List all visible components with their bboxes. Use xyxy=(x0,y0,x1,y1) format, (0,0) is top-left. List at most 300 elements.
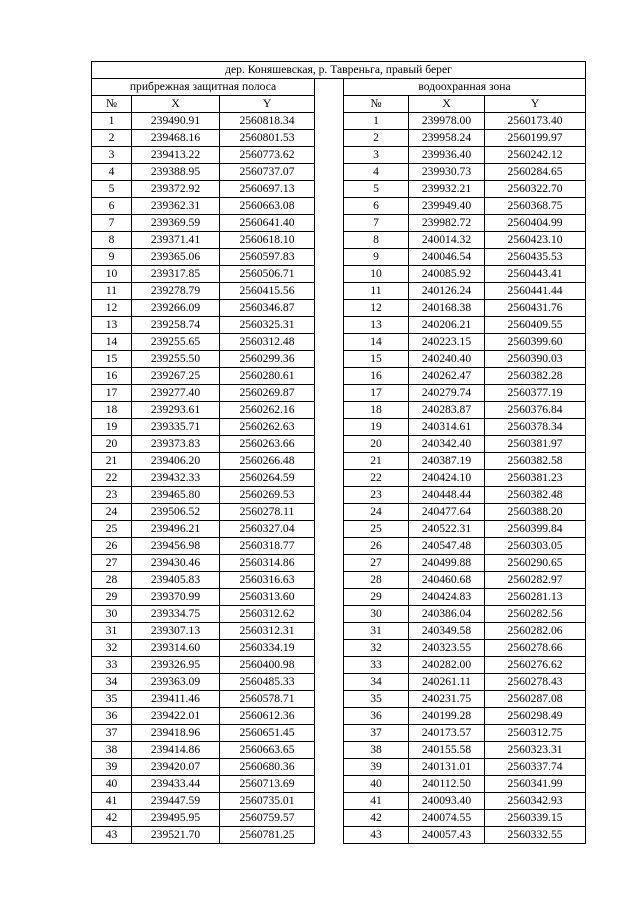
table-row xyxy=(92,300,586,317)
right-cell-x: 240173.57 xyxy=(409,725,485,742)
right-cell-y: 2560290.65 xyxy=(485,555,586,572)
right-cell-y: 2560282.06 xyxy=(485,623,586,640)
column-gap xyxy=(315,232,344,249)
right-cell-number: 8 xyxy=(344,232,409,249)
column-gap xyxy=(315,725,344,742)
right-cell-number: 16 xyxy=(344,368,409,385)
table-row xyxy=(92,487,586,504)
left-cell-number: 3 xyxy=(92,147,132,164)
right-cell-x: 240240.40 xyxy=(409,351,485,368)
right-cell-y: 2560381.97 xyxy=(485,436,586,453)
left-cell-number: 20 xyxy=(92,436,132,453)
left-cell-y: 2560735.01 xyxy=(220,793,315,810)
right-cell-number: 25 xyxy=(344,521,409,538)
right-cell-number: 11 xyxy=(344,283,409,300)
right-cell-y: 2560282.56 xyxy=(485,606,586,623)
right-cell-number: 22 xyxy=(344,470,409,487)
left-cell-x: 239495.95 xyxy=(132,810,220,827)
left-cell-y: 2560313.60 xyxy=(220,589,315,606)
right-cell-number: 29 xyxy=(344,589,409,606)
left-cell-number: 11 xyxy=(92,283,132,300)
right-cell-y: 2560284.65 xyxy=(485,164,586,181)
coordinates-table xyxy=(91,61,586,844)
left-cell-x: 239365.06 xyxy=(132,249,220,266)
right-cell-x: 240283.87 xyxy=(409,402,485,419)
left-cell-x: 239422.01 xyxy=(132,708,220,725)
left-cell-y: 2560264.59 xyxy=(220,470,315,487)
right-cell-y: 2560431.76 xyxy=(485,300,586,317)
column-gap xyxy=(315,555,344,572)
column-gap xyxy=(315,147,344,164)
column-gap xyxy=(315,504,344,521)
left-cell-y: 2560506.71 xyxy=(220,266,315,283)
left-cell-number: 6 xyxy=(92,198,132,215)
right-cell-y: 2560399.60 xyxy=(485,334,586,351)
left-cell-y: 2560663.65 xyxy=(220,742,315,759)
left-cell-number: 23 xyxy=(92,487,132,504)
column-gap xyxy=(315,215,344,232)
right-cell-number: 24 xyxy=(344,504,409,521)
left-cell-x: 239420.07 xyxy=(132,759,220,776)
left-cell-number: 38 xyxy=(92,742,132,759)
left-cell-y: 2560737.07 xyxy=(220,164,315,181)
left-cell-number: 40 xyxy=(92,776,132,793)
right-cell-x: 240282.00 xyxy=(409,657,485,674)
right-cell-number: 2 xyxy=(344,130,409,147)
right-cell-y: 2560312.75 xyxy=(485,725,586,742)
left-cell-x: 239293.61 xyxy=(132,402,220,419)
right-cell-y: 2560377.19 xyxy=(485,385,586,402)
left-cell-number: 2 xyxy=(92,130,132,147)
right-cell-x: 240155.58 xyxy=(409,742,485,759)
right-cell-y: 2560278.66 xyxy=(485,640,586,657)
left-cell-x: 239317.85 xyxy=(132,266,220,283)
left-cell-number: 15 xyxy=(92,351,132,368)
right-cell-x: 240424.10 xyxy=(409,470,485,487)
right-cell-number: 41 xyxy=(344,793,409,810)
column-gap xyxy=(315,181,344,198)
left-cell-y: 2560759.57 xyxy=(220,810,315,827)
table-row xyxy=(92,521,586,538)
left-cell-y: 2560618.10 xyxy=(220,232,315,249)
right-cell-number: 33 xyxy=(344,657,409,674)
column-gap xyxy=(315,419,344,436)
right-cell-number: 38 xyxy=(344,742,409,759)
right-cell-number: 1 xyxy=(344,113,409,130)
left-cell-x: 239388.95 xyxy=(132,164,220,181)
column-gap xyxy=(315,317,344,334)
table-row xyxy=(92,776,586,793)
right-cell-x: 240126.24 xyxy=(409,283,485,300)
right-cell-x: 240460.68 xyxy=(409,572,485,589)
left-cell-x: 239363.09 xyxy=(132,674,220,691)
table-row xyxy=(92,113,586,130)
left-cell-y: 2560278.11 xyxy=(220,504,315,521)
column-gap xyxy=(315,674,344,691)
column-gap xyxy=(315,572,344,589)
left-cell-x: 239371.41 xyxy=(132,232,220,249)
column-gap xyxy=(315,589,344,606)
right-cell-y: 2560409.55 xyxy=(485,317,586,334)
right-cell-number: 32 xyxy=(344,640,409,657)
left-cell-y: 2560318.77 xyxy=(220,538,315,555)
right-cell-y: 2560399.84 xyxy=(485,521,586,538)
right-cell-number: 23 xyxy=(344,487,409,504)
left-cell-x: 239278.79 xyxy=(132,283,220,300)
table-row xyxy=(92,181,586,198)
left-cell-y: 2560299.36 xyxy=(220,351,315,368)
right-cell-x: 240448.44 xyxy=(409,487,485,504)
right-cell-number: 36 xyxy=(344,708,409,725)
left-cell-x: 239433.44 xyxy=(132,776,220,793)
column-gap xyxy=(315,385,344,402)
right-cell-x: 239949.40 xyxy=(409,198,485,215)
column-gap xyxy=(315,402,344,419)
table-row xyxy=(92,589,586,606)
right-cell-number: 17 xyxy=(344,385,409,402)
left-cell-x: 239373.83 xyxy=(132,436,220,453)
right-cell-x: 240323.55 xyxy=(409,640,485,657)
title-row xyxy=(92,62,586,79)
right-cell-y: 2560368.75 xyxy=(485,198,586,215)
left-cell-x: 239335.71 xyxy=(132,419,220,436)
left-cell-y: 2560262.63 xyxy=(220,419,315,436)
right-cell-x: 240387.19 xyxy=(409,453,485,470)
right-cell-y: 2560441.44 xyxy=(485,283,586,300)
column-gap xyxy=(315,776,344,793)
left-cell-y: 2560266.48 xyxy=(220,453,315,470)
left-cell-number: 9 xyxy=(92,249,132,266)
table-row xyxy=(92,555,586,572)
right-cell-y: 2560337.74 xyxy=(485,759,586,776)
column-gap xyxy=(315,249,344,266)
left-cell-number: 28 xyxy=(92,572,132,589)
right-cell-number: 43 xyxy=(344,827,409,844)
right-cell-y: 2560435.53 xyxy=(485,249,586,266)
left-cell-y: 2560400.98 xyxy=(220,657,315,674)
right-cell-y: 2560339.15 xyxy=(485,810,586,827)
column-gap xyxy=(315,742,344,759)
right-cell-y: 2560423.10 xyxy=(485,232,586,249)
column-gap xyxy=(315,113,344,130)
right-cell-y: 2560278.43 xyxy=(485,674,586,691)
right-cell-number: 30 xyxy=(344,606,409,623)
left-cell-y: 2560312.62 xyxy=(220,606,315,623)
left-cell-y: 2560316.63 xyxy=(220,572,315,589)
column-gap xyxy=(315,164,344,181)
left-cell-x: 239521.70 xyxy=(132,827,220,844)
left-cell-x: 239418.96 xyxy=(132,725,220,742)
table-row xyxy=(92,436,586,453)
right-cell-x: 240262.47 xyxy=(409,368,485,385)
column-gap xyxy=(315,79,344,96)
right-cell-number: 9 xyxy=(344,249,409,266)
table-row xyxy=(92,657,586,674)
left-cell-x: 239266.09 xyxy=(132,300,220,317)
table-row xyxy=(92,725,586,742)
right-cell-y: 2560376.84 xyxy=(485,402,586,419)
left-cell-number: 39 xyxy=(92,759,132,776)
right-cell-x: 240499.88 xyxy=(409,555,485,572)
column-gap xyxy=(315,198,344,215)
column-gap xyxy=(315,453,344,470)
left-cell-number: 32 xyxy=(92,640,132,657)
column-gap xyxy=(315,266,344,283)
column-gap xyxy=(315,130,344,147)
column-gap xyxy=(315,691,344,708)
left-cell-x: 239255.50 xyxy=(132,351,220,368)
left-cell-x: 239506.52 xyxy=(132,504,220,521)
column-gap xyxy=(315,623,344,640)
left-cell-y: 2560597.83 xyxy=(220,249,315,266)
left-cell-x: 239307.13 xyxy=(132,623,220,640)
right-cell-x: 239958.24 xyxy=(409,130,485,147)
left-cell-number: 10 xyxy=(92,266,132,283)
left-cell-x: 239406.20 xyxy=(132,453,220,470)
right-cell-y: 2560281.13 xyxy=(485,589,586,606)
right-cell-number: 31 xyxy=(344,623,409,640)
table-row xyxy=(92,572,586,589)
left-cell-y: 2560312.31 xyxy=(220,623,315,640)
right-cell-number: 26 xyxy=(344,538,409,555)
right-cell-y: 2560303.05 xyxy=(485,538,586,555)
right-cell-number: 7 xyxy=(344,215,409,232)
column-gap xyxy=(315,436,344,453)
right-cell-number: 37 xyxy=(344,725,409,742)
left-cell-number: 35 xyxy=(92,691,132,708)
table-row xyxy=(92,215,586,232)
left-cell-number: 37 xyxy=(92,725,132,742)
left-cell-y: 2560312.48 xyxy=(220,334,315,351)
left-cell-x: 239267.25 xyxy=(132,368,220,385)
table-row xyxy=(92,130,586,147)
left-section-heading: прибрежная защитная полоса xyxy=(92,79,315,96)
right-cell-x: 240424.83 xyxy=(409,589,485,606)
table-row xyxy=(92,283,586,300)
table-row xyxy=(92,810,586,827)
table-row xyxy=(92,793,586,810)
right-cell-x: 240046.54 xyxy=(409,249,485,266)
right-cell-number: 18 xyxy=(344,402,409,419)
table-row xyxy=(92,249,586,266)
left-cell-x: 239370.99 xyxy=(132,589,220,606)
table-row xyxy=(92,402,586,419)
left-cell-x: 239414.86 xyxy=(132,742,220,759)
right-cell-y: 2560323.31 xyxy=(485,742,586,759)
table-row xyxy=(92,640,586,657)
left-cell-x: 239413.22 xyxy=(132,147,220,164)
right-cell-x: 239982.72 xyxy=(409,215,485,232)
table-row xyxy=(92,504,586,521)
left-cell-x: 239447.59 xyxy=(132,793,220,810)
right-cell-x: 240547.48 xyxy=(409,538,485,555)
left-cell-y: 2560773.62 xyxy=(220,147,315,164)
left-cell-number: 16 xyxy=(92,368,132,385)
left-cell-number: 33 xyxy=(92,657,132,674)
right-cell-number: 14 xyxy=(344,334,409,351)
right-cell-x: 240093.40 xyxy=(409,793,485,810)
right-header-number: № xyxy=(344,96,409,113)
table-row xyxy=(92,827,586,844)
table-row xyxy=(92,708,586,725)
column-gap xyxy=(315,487,344,504)
column-gap xyxy=(315,640,344,657)
right-cell-y: 2560382.48 xyxy=(485,487,586,504)
left-cell-y: 2560280.61 xyxy=(220,368,315,385)
column-gap xyxy=(315,708,344,725)
right-cell-number: 20 xyxy=(344,436,409,453)
right-cell-y: 2560342.93 xyxy=(485,793,586,810)
right-cell-x: 239978.00 xyxy=(409,113,485,130)
left-cell-y: 2560651.45 xyxy=(220,725,315,742)
right-cell-x: 240085.92 xyxy=(409,266,485,283)
right-cell-x: 240279.74 xyxy=(409,385,485,402)
table-row xyxy=(92,759,586,776)
left-cell-number: 31 xyxy=(92,623,132,640)
table-row xyxy=(92,198,586,215)
column-gap xyxy=(315,606,344,623)
left-cell-x: 239372.92 xyxy=(132,181,220,198)
left-cell-y: 2560781.25 xyxy=(220,827,315,844)
left-cell-y: 2560415.56 xyxy=(220,283,315,300)
left-cell-y: 2560269.53 xyxy=(220,487,315,504)
left-cell-y: 2560801.53 xyxy=(220,130,315,147)
right-cell-y: 2560173.40 xyxy=(485,113,586,130)
table-row xyxy=(92,232,586,249)
right-cell-number: 28 xyxy=(344,572,409,589)
left-cell-y: 2560680.36 xyxy=(220,759,315,776)
right-cell-y: 2560443.41 xyxy=(485,266,586,283)
table-row xyxy=(92,470,586,487)
right-cell-y: 2560199.97 xyxy=(485,130,586,147)
left-cell-number: 41 xyxy=(92,793,132,810)
right-cell-x: 239936.40 xyxy=(409,147,485,164)
right-cell-number: 3 xyxy=(344,147,409,164)
right-cell-number: 35 xyxy=(344,691,409,708)
left-cell-number: 4 xyxy=(92,164,132,181)
right-cell-x: 240112.50 xyxy=(409,776,485,793)
left-cell-x: 239465.80 xyxy=(132,487,220,504)
right-cell-y: 2560390.03 xyxy=(485,351,586,368)
right-cell-y: 2560298.49 xyxy=(485,708,586,725)
left-header-y: Y xyxy=(220,96,315,113)
right-cell-number: 34 xyxy=(344,674,409,691)
left-cell-y: 2560262.16 xyxy=(220,402,315,419)
right-cell-x: 240342.40 xyxy=(409,436,485,453)
right-cell-x: 239932.21 xyxy=(409,181,485,198)
left-cell-number: 34 xyxy=(92,674,132,691)
left-cell-number: 14 xyxy=(92,334,132,351)
right-cell-x: 240314.61 xyxy=(409,419,485,436)
left-cell-number: 13 xyxy=(92,317,132,334)
right-cell-x: 240131.01 xyxy=(409,759,485,776)
left-cell-y: 2560578.71 xyxy=(220,691,315,708)
table-row xyxy=(92,606,586,623)
right-cell-y: 2560282.97 xyxy=(485,572,586,589)
right-cell-y: 2560404.99 xyxy=(485,215,586,232)
table-row xyxy=(92,368,586,385)
right-cell-y: 2560287.08 xyxy=(485,691,586,708)
right-cell-number: 27 xyxy=(344,555,409,572)
left-cell-number: 36 xyxy=(92,708,132,725)
left-cell-number: 27 xyxy=(92,555,132,572)
left-cell-y: 2560641.40 xyxy=(220,215,315,232)
table-row xyxy=(92,623,586,640)
right-cell-number: 39 xyxy=(344,759,409,776)
right-cell-number: 19 xyxy=(344,419,409,436)
table-row xyxy=(92,691,586,708)
left-cell-number: 1 xyxy=(92,113,132,130)
left-cell-y: 2560327.04 xyxy=(220,521,315,538)
left-cell-x: 239369.59 xyxy=(132,215,220,232)
right-cell-x: 240223.15 xyxy=(409,334,485,351)
right-header-y: Y xyxy=(485,96,586,113)
column-gap xyxy=(315,759,344,776)
left-header-number: № xyxy=(92,96,132,113)
left-cell-number: 12 xyxy=(92,300,132,317)
right-cell-x: 240231.75 xyxy=(409,691,485,708)
right-cell-y: 2560322.70 xyxy=(485,181,586,198)
right-cell-x: 240477.64 xyxy=(409,504,485,521)
left-cell-number: 8 xyxy=(92,232,132,249)
left-cell-x: 239258.74 xyxy=(132,317,220,334)
column-gap xyxy=(315,283,344,300)
left-cell-x: 239314.60 xyxy=(132,640,220,657)
left-header-x: X xyxy=(132,96,220,113)
right-cell-x: 240168.38 xyxy=(409,300,485,317)
column-header-row xyxy=(92,96,586,113)
right-cell-number: 15 xyxy=(344,351,409,368)
right-cell-y: 2560381.23 xyxy=(485,470,586,487)
right-cell-x: 240057.43 xyxy=(409,827,485,844)
right-cell-y: 2560382.28 xyxy=(485,368,586,385)
right-cell-x: 240206.21 xyxy=(409,317,485,334)
column-gap xyxy=(315,300,344,317)
right-cell-number: 10 xyxy=(344,266,409,283)
left-cell-y: 2560269.87 xyxy=(220,385,315,402)
right-cell-y: 2560388.20 xyxy=(485,504,586,521)
right-cell-number: 42 xyxy=(344,810,409,827)
left-cell-number: 29 xyxy=(92,589,132,606)
left-cell-number: 17 xyxy=(92,385,132,402)
table-row xyxy=(92,317,586,334)
table-row xyxy=(92,334,586,351)
right-header-x: X xyxy=(409,96,485,113)
left-cell-number: 18 xyxy=(92,402,132,419)
left-cell-x: 239432.33 xyxy=(132,470,220,487)
left-cell-x: 239490.91 xyxy=(132,113,220,130)
left-cell-y: 2560263.66 xyxy=(220,436,315,453)
table-row xyxy=(92,742,586,759)
right-cell-x: 240386.04 xyxy=(409,606,485,623)
left-cell-y: 2560314.86 xyxy=(220,555,315,572)
section-heading-row xyxy=(92,79,586,96)
left-cell-y: 2560663.08 xyxy=(220,198,315,215)
left-cell-x: 239362.31 xyxy=(132,198,220,215)
column-gap xyxy=(315,810,344,827)
left-cell-x: 239277.40 xyxy=(132,385,220,402)
right-cell-y: 2560242.12 xyxy=(485,147,586,164)
right-cell-x: 240014.32 xyxy=(409,232,485,249)
right-cell-x: 240074.55 xyxy=(409,810,485,827)
table-row xyxy=(92,674,586,691)
right-cell-number: 13 xyxy=(344,317,409,334)
left-cell-number: 30 xyxy=(92,606,132,623)
right-section-heading: водоохранная зона xyxy=(344,79,586,96)
left-cell-y: 2560325.31 xyxy=(220,317,315,334)
column-gap xyxy=(315,470,344,487)
right-cell-y: 2560276.62 xyxy=(485,657,586,674)
